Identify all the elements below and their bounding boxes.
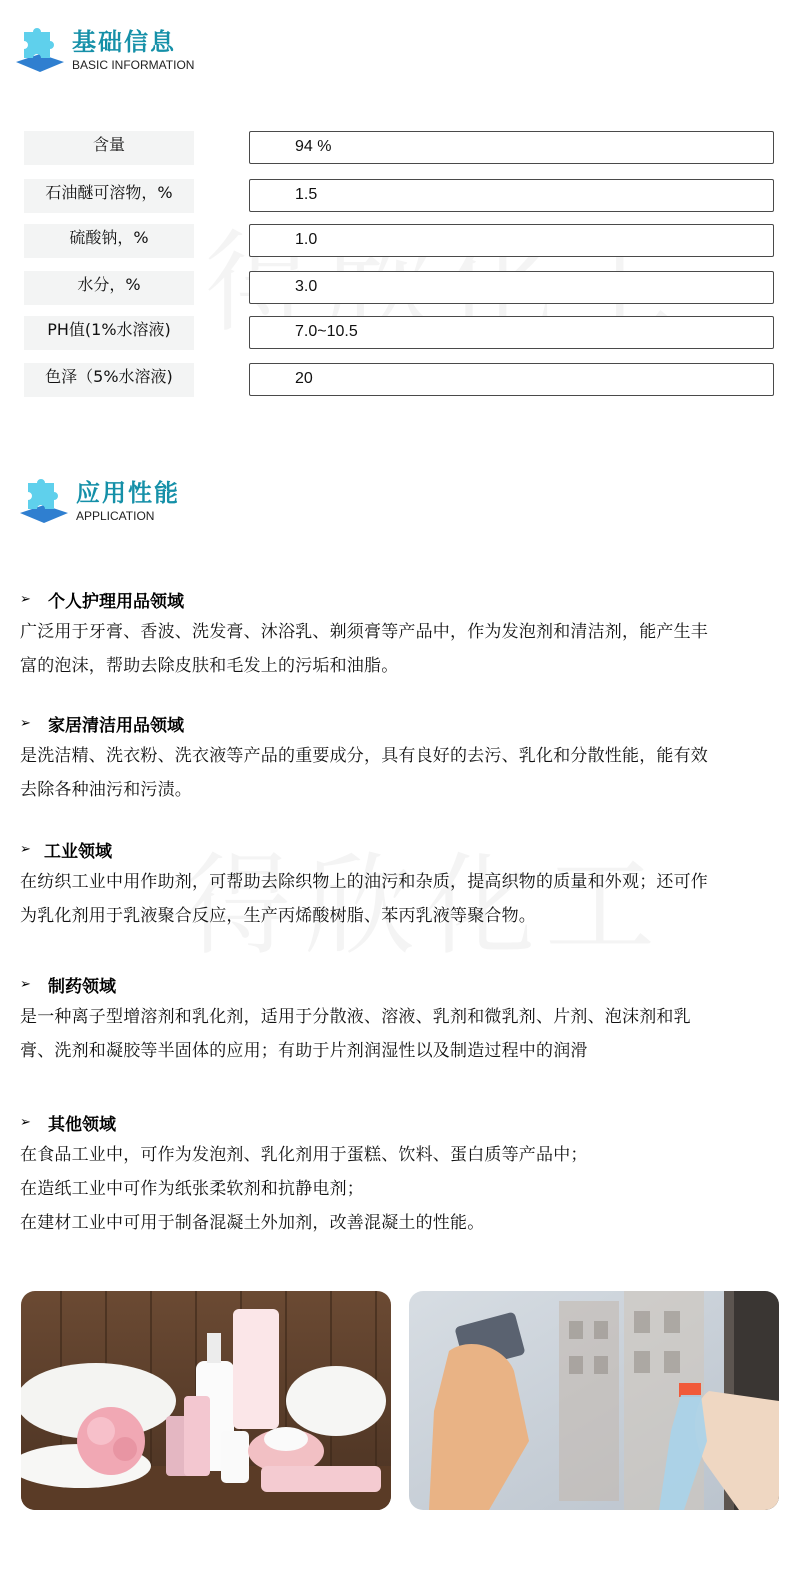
- section-title: 应用性能: [76, 479, 180, 507]
- spec-label: 石油醚可溶物，%: [24, 179, 194, 213]
- application-heading-text: 工业领域: [44, 841, 112, 862]
- arrow-bullet-icon: ➢: [20, 591, 31, 607]
- personal-care-illustration: [21, 1291, 391, 1510]
- arrow-bullet-icon: ➢: [20, 976, 31, 992]
- application-header: [18, 479, 180, 525]
- application-heading: [20, 1110, 782, 1134]
- application-heading-text: 其他领域: [48, 1114, 116, 1135]
- spec-value: 94 %: [249, 131, 774, 164]
- body-line: 在造纸工业中可作为纸张柔软剂和抗静电剂；: [20, 1179, 364, 1199]
- spec-label: 水分，%: [24, 271, 194, 305]
- arrow-bullet-icon: ➢: [20, 841, 31, 857]
- application-body: [20, 1138, 782, 1240]
- section-subtitle: APPLICATION: [76, 509, 155, 523]
- spec-label: 硫酸钠，%: [24, 224, 194, 258]
- personal-care-photo: [21, 1291, 391, 1510]
- spec-row: [24, 179, 774, 213]
- application-body: [20, 615, 782, 683]
- window-cleaning-illustration: [409, 1291, 779, 1510]
- spec-row: [24, 363, 774, 397]
- spec-value: 1.5: [249, 179, 774, 212]
- body-line: 在食品工业中，可作为发泡剂、乳化剂用于蛋糕、饮料、蛋白质等产品中；: [20, 1145, 588, 1165]
- application-heading-text: 制药领域: [48, 976, 116, 997]
- spec-row: [24, 131, 774, 165]
- application-heading: [20, 711, 782, 735]
- spec-label: PH值(1%水溶液): [24, 316, 194, 350]
- spec-value: 20: [249, 363, 774, 396]
- body-line: 去除各种油污和污渍。: [20, 780, 192, 800]
- body-line: 在建材工业中可用于制备混凝土外加剂，改善混凝土的性能。: [20, 1213, 485, 1233]
- application-body: [20, 739, 782, 807]
- body-line: 富的泡沫，帮助去除皮肤和毛发上的污垢和油脂。: [20, 656, 399, 676]
- body-line: 膏、洗剂和凝胶等半固体的应用；有助于片剂润湿性以及制造过程中的润滑: [20, 1041, 588, 1061]
- spec-label: 色泽（5%水溶液): [24, 363, 194, 397]
- body-line: 是一种离子型增溶剂和乳化剂，适用于分散液、溶液、乳剂和微乳剂、片剂、泡沫剂和乳: [20, 1007, 691, 1027]
- application-item: [20, 837, 782, 933]
- spec-value: 3.0: [249, 271, 774, 304]
- application-item: [20, 972, 782, 1068]
- application-body: [20, 1000, 782, 1068]
- application-item: [20, 1110, 782, 1240]
- application-heading-text: 个人护理用品领域: [48, 591, 184, 612]
- spec-value: 7.0~10.5: [249, 316, 774, 349]
- application-heading: [20, 837, 782, 861]
- basic-info-header: [14, 28, 194, 74]
- application-heading-text: 家居清洁用品领域: [48, 715, 184, 736]
- cleaning-photo: [409, 1291, 779, 1510]
- application-heading: [20, 972, 782, 996]
- spec-label: 含量: [24, 131, 194, 165]
- body-line: 在纺织工业中用作助剂，可帮助去除织物上的油污和杂质，提高织物的质量和外观；还可作: [20, 872, 708, 892]
- section-subtitle: BASIC INFORMATION: [72, 58, 195, 72]
- puzzle-icon: [18, 479, 70, 525]
- body-line: 为乳化剂用于乳液聚合反应，生产丙烯酸树脂、苯丙乳液等聚合物。: [20, 906, 536, 926]
- body-line: 是洗洁精、洗衣粉、洗衣液等产品的重要成分，具有良好的去污、乳化和分散性能，能有效: [20, 746, 708, 766]
- application-item: [20, 711, 782, 807]
- arrow-bullet-icon: ➢: [20, 1114, 31, 1130]
- application-heading: [20, 587, 782, 611]
- body-line: 广泛用于牙膏、香波、洗发膏、沐浴乳、剃须膏等产品中，作为发泡剂和清洁剂，能产生丰: [20, 622, 708, 642]
- arrow-bullet-icon: ➢: [20, 715, 31, 731]
- puzzle-icon: [14, 28, 66, 74]
- spec-row: [24, 316, 774, 350]
- application-item: [20, 587, 782, 683]
- section-title: 基础信息: [72, 28, 176, 56]
- spec-row: [24, 271, 774, 305]
- spec-row: [24, 224, 774, 258]
- spec-value: 1.0: [249, 224, 774, 257]
- application-body: [20, 865, 782, 933]
